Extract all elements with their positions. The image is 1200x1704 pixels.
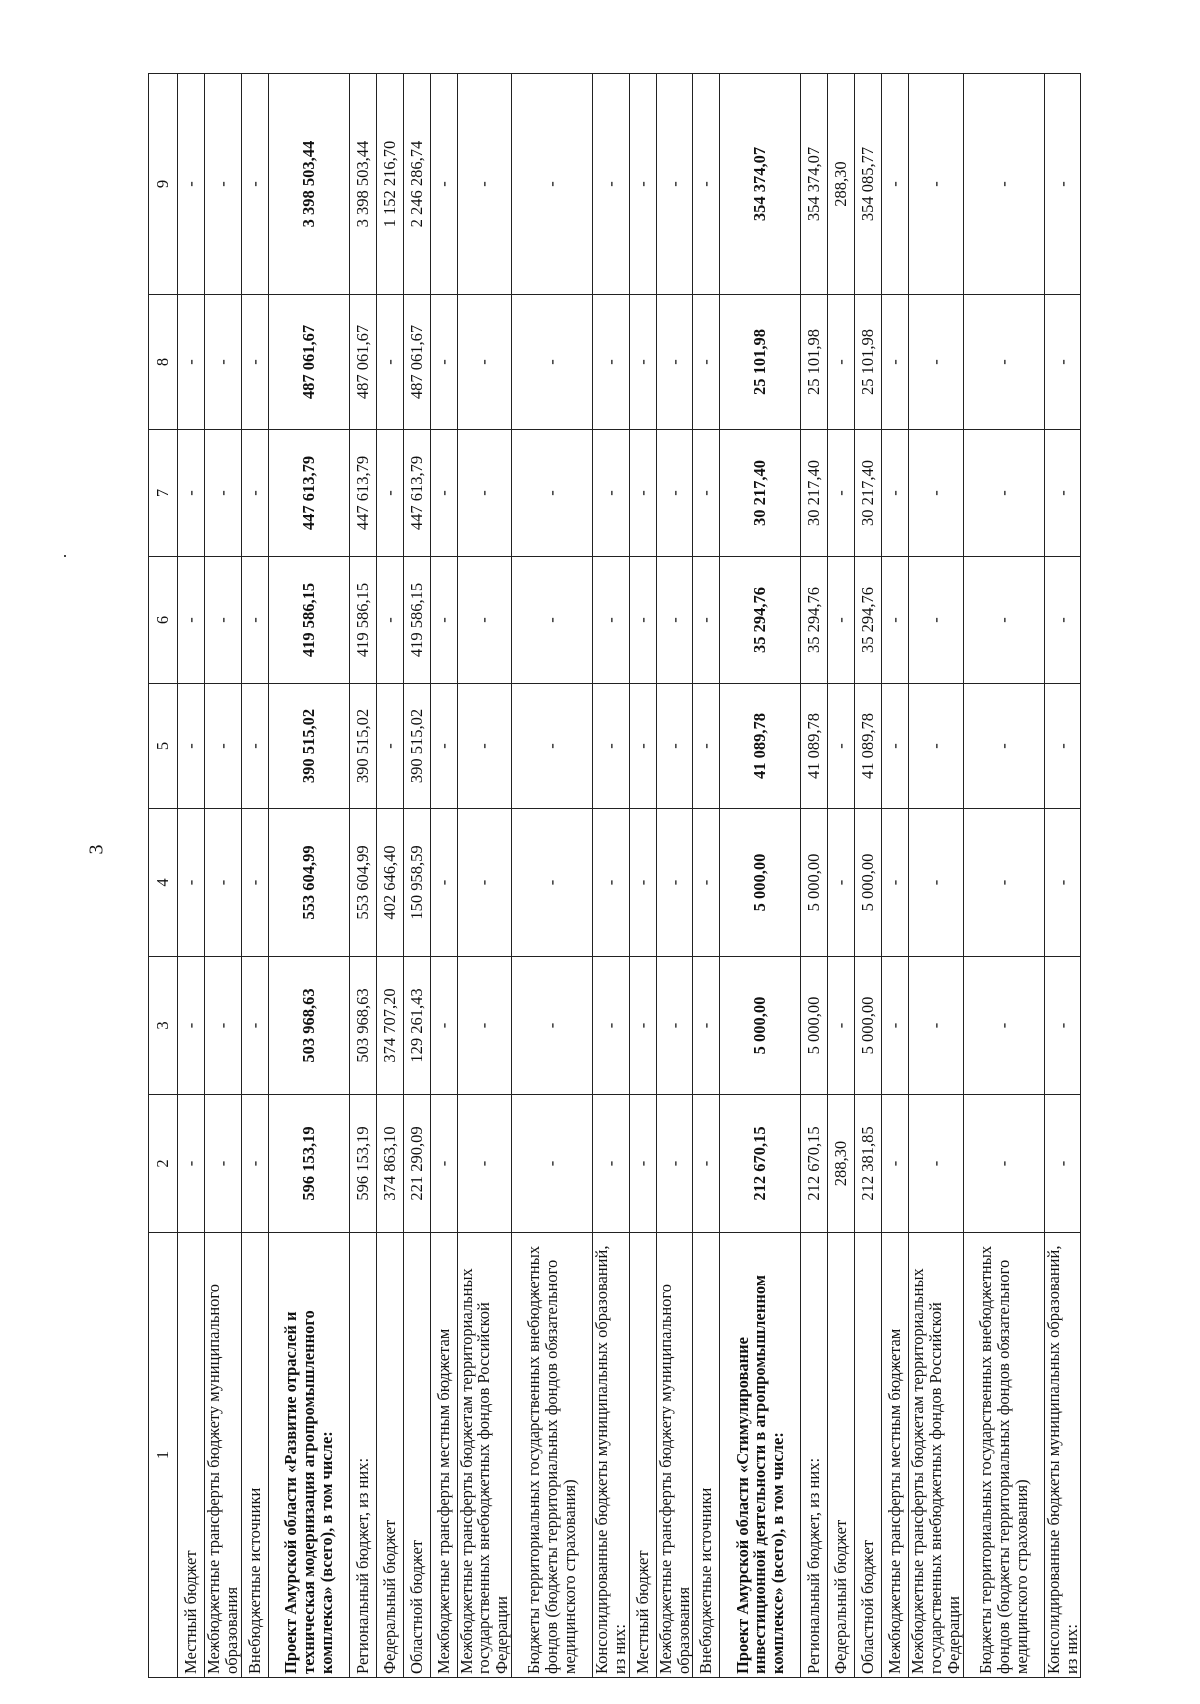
value-cell: - xyxy=(629,957,656,1095)
value-cell: - xyxy=(512,957,593,1095)
value-cell: - xyxy=(205,430,242,557)
column-header-5: 5 xyxy=(149,684,178,809)
value-cell: - xyxy=(457,295,511,430)
column-header-4: 4 xyxy=(149,809,178,957)
value-cell: - xyxy=(828,957,855,1095)
row-label: Внебюджетные источники xyxy=(693,1233,720,1678)
value-cell: 390 515,02 xyxy=(349,684,376,809)
value-cell: 419 586,15 xyxy=(268,557,349,684)
value-cell: - xyxy=(693,557,720,684)
row-label: Бюджеты территориальных государственных внебюджетных фондов (бюджеты территориальных фондов обязательного медицинского страхования) xyxy=(512,1233,593,1678)
value-cell: - xyxy=(656,557,693,684)
value-cell: 129 261,43 xyxy=(403,957,430,1095)
scan-speck xyxy=(64,555,66,557)
value-cell: - xyxy=(963,557,1044,684)
value-cell: 150 958,59 xyxy=(403,809,430,957)
value-cell: - xyxy=(909,957,963,1095)
row-label: Межбюджетные трансферты бюджетам территориальных государственных внебюджетных фондов Российской Федерации xyxy=(457,1233,511,1678)
value-cell: - xyxy=(178,957,205,1095)
value-cell: - xyxy=(882,809,909,957)
table-row xyxy=(963,74,1044,1678)
value-cell: - xyxy=(457,1095,511,1233)
value-cell: - xyxy=(512,557,593,684)
value-cell: - xyxy=(828,557,855,684)
row-label: Межбюджетные трансферты бюджету муниципального образования xyxy=(205,1233,242,1678)
value-cell: - xyxy=(693,1095,720,1233)
value-cell: 487 061,67 xyxy=(403,295,430,430)
value-cell: - xyxy=(963,74,1044,295)
table-row xyxy=(656,74,693,1678)
value-cell: - xyxy=(205,295,242,430)
table-row xyxy=(828,74,855,1678)
row-label: Областной бюджет xyxy=(403,1233,430,1678)
value-cell: - xyxy=(1044,684,1081,809)
value-cell: - xyxy=(178,809,205,957)
value-cell: 221 290,09 xyxy=(403,1095,430,1233)
value-cell: - xyxy=(430,957,457,1095)
column-header-8: 8 xyxy=(149,295,178,430)
value-cell: 35 294,76 xyxy=(801,557,828,684)
value-cell: - xyxy=(376,684,403,809)
value-cell: - xyxy=(241,809,268,957)
value-cell: - xyxy=(430,557,457,684)
value-cell: 30 217,40 xyxy=(801,430,828,557)
value-cell: 374 863,10 xyxy=(376,1095,403,1233)
value-cell: - xyxy=(593,557,630,684)
value-cell: 25 101,98 xyxy=(801,295,828,430)
value-cell: 1 152 216,70 xyxy=(376,74,403,295)
table-row xyxy=(349,74,376,1678)
value-cell: 596 153,19 xyxy=(268,1095,349,1233)
value-cell: - xyxy=(693,957,720,1095)
column-header-7: 7 xyxy=(149,430,178,557)
value-cell: - xyxy=(909,809,963,957)
value-cell: - xyxy=(430,74,457,295)
row-label: Межбюджетные трансферты местным бюджетам xyxy=(882,1233,909,1678)
value-cell: - xyxy=(241,430,268,557)
value-cell: - xyxy=(512,74,593,295)
value-cell: - xyxy=(205,684,242,809)
value-cell: - xyxy=(430,1095,457,1233)
value-cell: - xyxy=(1044,957,1081,1095)
value-cell: - xyxy=(656,957,693,1095)
value-cell: - xyxy=(882,557,909,684)
value-cell: - xyxy=(178,74,205,295)
table-row xyxy=(855,74,882,1678)
value-cell: 212 670,15 xyxy=(720,1095,801,1233)
value-cell: - xyxy=(909,684,963,809)
value-cell: - xyxy=(457,74,511,295)
value-cell: - xyxy=(629,74,656,295)
value-cell: 5 000,00 xyxy=(801,957,828,1095)
table-row xyxy=(909,74,963,1678)
value-cell: - xyxy=(430,295,457,430)
value-cell: - xyxy=(205,74,242,295)
table-row xyxy=(593,74,630,1678)
table-row xyxy=(403,74,430,1678)
value-cell: - xyxy=(241,74,268,295)
value-cell: - xyxy=(909,295,963,430)
value-cell: - xyxy=(1044,1095,1081,1233)
row-label: Внебюджетные источники xyxy=(241,1233,268,1678)
value-cell: 25 101,98 xyxy=(855,295,882,430)
value-cell: 288,30 xyxy=(828,1095,855,1233)
value-cell: - xyxy=(1044,809,1081,957)
value-cell: - xyxy=(656,430,693,557)
value-cell: 447 613,79 xyxy=(349,430,376,557)
value-cell: - xyxy=(1044,430,1081,557)
table-row xyxy=(1044,74,1081,1678)
row-label: Федеральный бюджет xyxy=(376,1233,403,1678)
value-cell: 390 515,02 xyxy=(268,684,349,809)
value-cell: - xyxy=(693,74,720,295)
value-cell: - xyxy=(629,1095,656,1233)
value-cell: - xyxy=(693,430,720,557)
table-row xyxy=(430,74,457,1678)
row-label: Межбюджетные трансферты бюджету муниципального образования xyxy=(656,1233,693,1678)
value-cell: 553 604,99 xyxy=(268,809,349,957)
value-cell: - xyxy=(512,430,593,557)
table-row xyxy=(629,74,656,1678)
value-cell: - xyxy=(882,74,909,295)
row-label: Консолидированные бюджеты муниципальных образований, из них: xyxy=(593,1233,630,1678)
row-label: Федеральный бюджет xyxy=(828,1233,855,1678)
row-label: Проект Амурской области «Стимулирование инвестиционной деятельности в агропромышленном комплексе» (всего), в том числе: xyxy=(720,1233,801,1678)
value-cell: 5 000,00 xyxy=(720,957,801,1095)
value-cell: 30 217,40 xyxy=(720,430,801,557)
value-cell: - xyxy=(656,1095,693,1233)
value-cell: - xyxy=(909,74,963,295)
value-cell: - xyxy=(656,295,693,430)
table-row xyxy=(693,74,720,1678)
value-cell: 2 246 286,74 xyxy=(403,74,430,295)
row-label: Региональный бюджет, из них: xyxy=(801,1233,828,1678)
value-cell: - xyxy=(430,809,457,957)
value-cell: - xyxy=(512,684,593,809)
value-cell: 354 374,07 xyxy=(720,74,801,295)
table-row xyxy=(268,74,349,1678)
value-cell: 3 398 503,44 xyxy=(349,74,376,295)
value-cell: 596 153,19 xyxy=(349,1095,376,1233)
value-cell: 419 586,15 xyxy=(349,557,376,684)
row-label: Консолидированные бюджеты муниципальных образований, из них: xyxy=(1044,1233,1081,1678)
value-cell: 41 089,78 xyxy=(855,684,882,809)
value-cell: - xyxy=(512,295,593,430)
value-cell: - xyxy=(629,809,656,957)
value-cell: - xyxy=(963,684,1044,809)
value-cell: - xyxy=(430,430,457,557)
row-label: Местный бюджет xyxy=(629,1233,656,1678)
value-cell: 503 968,63 xyxy=(349,957,376,1095)
value-cell: - xyxy=(376,557,403,684)
value-cell: - xyxy=(882,1095,909,1233)
table-row xyxy=(801,74,828,1678)
value-cell: - xyxy=(963,295,1044,430)
row-label: Областной бюджет xyxy=(855,1233,882,1678)
value-cell: - xyxy=(629,557,656,684)
value-cell: - xyxy=(882,957,909,1095)
row-label: Местный бюджет xyxy=(178,1233,205,1678)
value-cell: - xyxy=(882,684,909,809)
value-cell: - xyxy=(457,430,511,557)
value-cell: - xyxy=(693,809,720,957)
value-cell: - xyxy=(593,430,630,557)
value-cell: 419 586,15 xyxy=(403,557,430,684)
value-cell: 30 217,40 xyxy=(855,430,882,557)
table-row xyxy=(241,74,268,1678)
value-cell: 5 000,00 xyxy=(855,957,882,1095)
value-cell: - xyxy=(178,557,205,684)
value-cell: - xyxy=(178,1095,205,1233)
value-cell: 487 061,67 xyxy=(268,295,349,430)
value-cell: - xyxy=(178,430,205,557)
value-cell: 390 515,02 xyxy=(403,684,430,809)
value-cell: 212 381,85 xyxy=(855,1095,882,1233)
value-cell: 354 374,07 xyxy=(801,74,828,295)
table-row xyxy=(512,74,593,1678)
value-cell: 5 000,00 xyxy=(855,809,882,957)
value-cell: 5 000,00 xyxy=(801,809,828,957)
column-header-6: 6 xyxy=(149,557,178,684)
value-cell: - xyxy=(656,809,693,957)
value-cell: - xyxy=(512,1095,593,1233)
value-cell: - xyxy=(629,430,656,557)
value-cell: 553 604,99 xyxy=(349,809,376,957)
page-number: 3 xyxy=(85,844,108,855)
value-cell: 3 398 503,44 xyxy=(268,74,349,295)
row-label: Региональный бюджет, из них: xyxy=(349,1233,376,1678)
value-cell: - xyxy=(457,809,511,957)
value-cell: 35 294,76 xyxy=(720,557,801,684)
value-cell: - xyxy=(205,957,242,1095)
value-cell: - xyxy=(882,295,909,430)
value-cell: - xyxy=(909,430,963,557)
value-cell: - xyxy=(241,957,268,1095)
value-cell: - xyxy=(629,295,656,430)
value-cell: - xyxy=(1044,295,1081,430)
value-cell: - xyxy=(693,295,720,430)
value-cell: 5 000,00 xyxy=(720,809,801,957)
value-cell: - xyxy=(593,957,630,1095)
value-cell: - xyxy=(963,957,1044,1095)
value-cell: 374 707,20 xyxy=(376,957,403,1095)
budget-table xyxy=(148,73,1081,1678)
value-cell: - xyxy=(457,957,511,1095)
table-row xyxy=(720,74,801,1678)
value-cell: - xyxy=(178,295,205,430)
value-cell: - xyxy=(593,1095,630,1233)
column-header-2: 2 xyxy=(149,1095,178,1233)
value-cell: - xyxy=(1044,74,1081,295)
value-cell: 354 085,77 xyxy=(855,74,882,295)
value-cell: - xyxy=(693,684,720,809)
value-cell: - xyxy=(457,557,511,684)
value-cell: - xyxy=(828,295,855,430)
column-header-9: 9 xyxy=(149,74,178,295)
value-cell: 447 613,79 xyxy=(403,430,430,557)
rotated-page-content xyxy=(148,74,1081,1678)
value-cell: - xyxy=(205,557,242,684)
value-cell: 402 646,40 xyxy=(376,809,403,957)
column-header-3: 3 xyxy=(149,957,178,1095)
value-cell: - xyxy=(909,1095,963,1233)
value-cell: 35 294,76 xyxy=(855,557,882,684)
value-cell: 25 101,98 xyxy=(720,295,801,430)
value-cell: 487 061,67 xyxy=(349,295,376,430)
value-cell: - xyxy=(241,1095,268,1233)
value-cell: - xyxy=(656,684,693,809)
table-row xyxy=(376,74,403,1678)
value-cell: - xyxy=(178,684,205,809)
table-row xyxy=(882,74,909,1678)
value-cell: 288,30 xyxy=(828,74,855,295)
value-cell: - xyxy=(593,295,630,430)
value-cell: - xyxy=(882,430,909,557)
value-cell: - xyxy=(512,809,593,957)
row-label: Межбюджетные трансферты бюджетам территориальных государственных внебюджетных фондов Российской Федерации xyxy=(909,1233,963,1678)
value-cell: - xyxy=(241,684,268,809)
table-row xyxy=(178,74,205,1678)
row-label: Проект Амурской области «Развитие отраслей и техническая модернизация агропромышленного комплекса» (всего), в том числе: xyxy=(268,1233,349,1678)
value-cell: - xyxy=(828,684,855,809)
value-cell: 41 089,78 xyxy=(801,684,828,809)
value-cell: 447 613,79 xyxy=(268,430,349,557)
table-body xyxy=(178,74,1081,1678)
value-cell: - xyxy=(656,74,693,295)
value-cell: - xyxy=(828,809,855,957)
value-cell: - xyxy=(629,684,656,809)
value-cell: - xyxy=(430,684,457,809)
value-cell: - xyxy=(963,430,1044,557)
value-cell: - xyxy=(593,809,630,957)
table-header-row xyxy=(149,74,178,1678)
value-cell: - xyxy=(909,557,963,684)
value-cell: - xyxy=(241,295,268,430)
column-header-1: 1 xyxy=(149,1233,178,1678)
value-cell: - xyxy=(593,684,630,809)
value-cell: - xyxy=(376,430,403,557)
value-cell: - xyxy=(205,1095,242,1233)
row-label: Межбюджетные трансферты местным бюджетам xyxy=(430,1233,457,1678)
value-cell: - xyxy=(1044,557,1081,684)
table-row xyxy=(457,74,511,1678)
value-cell: 212 670,15 xyxy=(801,1095,828,1233)
value-cell: 503 968,63 xyxy=(268,957,349,1095)
row-label: Бюджеты территориальных государственных внебюджетных фондов (бюджеты территориальных фондов обязательного медицинского страхования) xyxy=(963,1233,1044,1678)
value-cell: - xyxy=(205,809,242,957)
value-cell: - xyxy=(457,684,511,809)
table-row xyxy=(205,74,242,1678)
value-cell: - xyxy=(963,809,1044,957)
value-cell: - xyxy=(828,430,855,557)
value-cell: - xyxy=(963,1095,1044,1233)
value-cell: - xyxy=(376,295,403,430)
value-cell: - xyxy=(241,557,268,684)
value-cell: 41 089,78 xyxy=(720,684,801,809)
value-cell: - xyxy=(593,74,630,295)
